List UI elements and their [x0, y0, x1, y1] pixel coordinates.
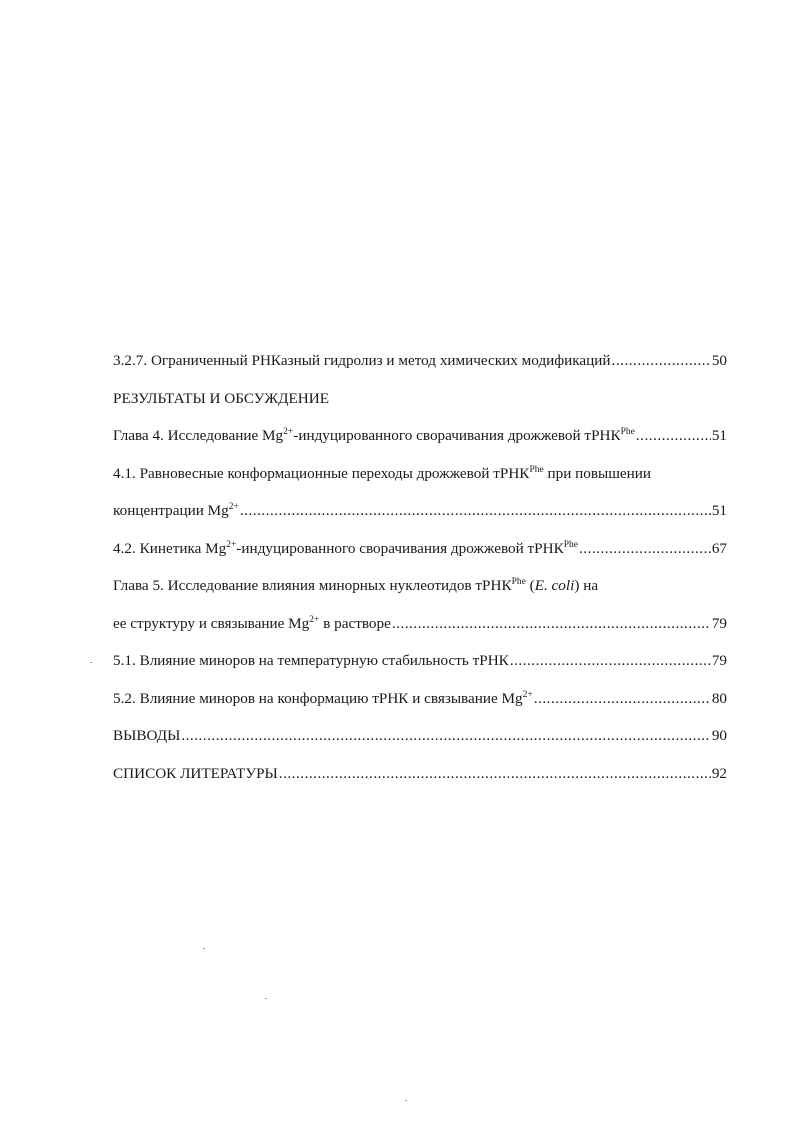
toc-entry-title — [113, 763, 278, 785]
title-text: E. coli — [534, 577, 575, 594]
toc-entry — [113, 538, 727, 576]
toc-entry — [113, 463, 727, 501]
toc-entry — [113, 388, 727, 426]
page-number: 67 — [711, 539, 727, 557]
title-text: концентрации Mg — [113, 502, 229, 519]
page-number: 79 — [711, 614, 727, 632]
toc-entry-title — [113, 613, 391, 635]
title-text: при повышении — [543, 464, 652, 482]
dot-leader — [240, 500, 711, 522]
title-text: в растворе — [319, 614, 391, 632]
toc-entry — [113, 575, 727, 613]
title-text: -индуцированного сворачивания дрожжевой тРНК — [236, 539, 564, 557]
title-text: СПИСОК ЛИТЕРАТУРЫ — [113, 764, 278, 782]
toc-entry — [113, 688, 727, 726]
title-text: ВЫВОДЫ — [113, 727, 181, 744]
title-text: ее структуру и связывание Mg — [113, 614, 310, 632]
toc-entry — [113, 613, 727, 651]
page-number: 80 — [711, 689, 727, 707]
title-text: ( — [525, 577, 535, 594]
superscript: 2+ — [228, 502, 239, 512]
page-number: 50 — [711, 352, 727, 369]
title-text: 3.2.7. Ограниченный РНКазный гидролиз и метод химических модификаций — [113, 352, 611, 369]
superscript: Phe — [620, 427, 635, 437]
toc-entry-title — [113, 463, 651, 485]
toc-entry-title — [113, 425, 635, 447]
toc-entry-title — [113, 575, 598, 597]
title-text: Глава 4. Исследование Mg — [113, 427, 284, 444]
toc-entry-title — [113, 500, 239, 522]
dot-leader — [510, 650, 711, 672]
toc-entry-title — [113, 538, 578, 560]
dot-leader — [579, 538, 711, 560]
toc-entry — [113, 350, 727, 388]
table-of-contents — [113, 350, 727, 800]
page-number: 51 — [711, 502, 727, 519]
dot-leader — [534, 688, 711, 710]
title-text: 4.2. Кинетика Mg — [113, 539, 227, 557]
page-number: 51 — [711, 427, 727, 444]
title-text: 5.2. Влияние миноров на конформацию тРНК и связывание Mg — [113, 689, 523, 707]
page-number: 90 — [711, 727, 727, 744]
dot-leader — [392, 613, 711, 635]
toc-entry-title — [113, 688, 533, 710]
dot-leader — [612, 350, 711, 372]
toc-entry-title — [113, 388, 329, 410]
toc-entry-title — [113, 650, 509, 672]
toc-entry — [113, 725, 727, 763]
toc-entry — [113, 425, 727, 463]
superscript: Phe — [511, 577, 526, 587]
scan-speck — [90, 662, 92, 663]
scan-speck — [405, 1100, 407, 1101]
scan-speck — [265, 998, 267, 999]
superscript: Phe — [529, 464, 544, 475]
superscript: Phe — [563, 539, 578, 550]
page-number: 92 — [711, 764, 727, 782]
superscript: 2+ — [522, 689, 533, 700]
toc-entry — [113, 650, 727, 688]
scan-speck — [203, 948, 205, 949]
dot-leader — [279, 763, 711, 785]
superscript: 2+ — [309, 614, 320, 625]
dot-leader — [636, 425, 711, 447]
toc-entry — [113, 500, 727, 538]
title-text: Глава 5. Исследование влияния минорных нуклеотидов тРНК — [113, 577, 512, 594]
title-text: -индуцированного сворачивания дрожжевой тРНК — [293, 427, 621, 444]
title-text: ) на — [574, 577, 599, 594]
title-text: 4.1. Равновесные конформационные переходы дрожжевой тРНК — [113, 464, 530, 482]
page-number: 79 — [711, 652, 727, 669]
title-text: РЕЗУЛЬТАТЫ И ОБСУЖДЕНИЕ — [113, 389, 330, 407]
toc-entry — [113, 763, 727, 801]
superscript: 2+ — [226, 539, 237, 550]
toc-entry-title — [113, 350, 611, 372]
dot-leader — [181, 725, 710, 747]
title-text: 5.1. Влияние миноров на температурную стабильность тРНК — [113, 652, 509, 669]
superscript: 2+ — [283, 427, 294, 437]
toc-entry-title — [113, 725, 180, 747]
